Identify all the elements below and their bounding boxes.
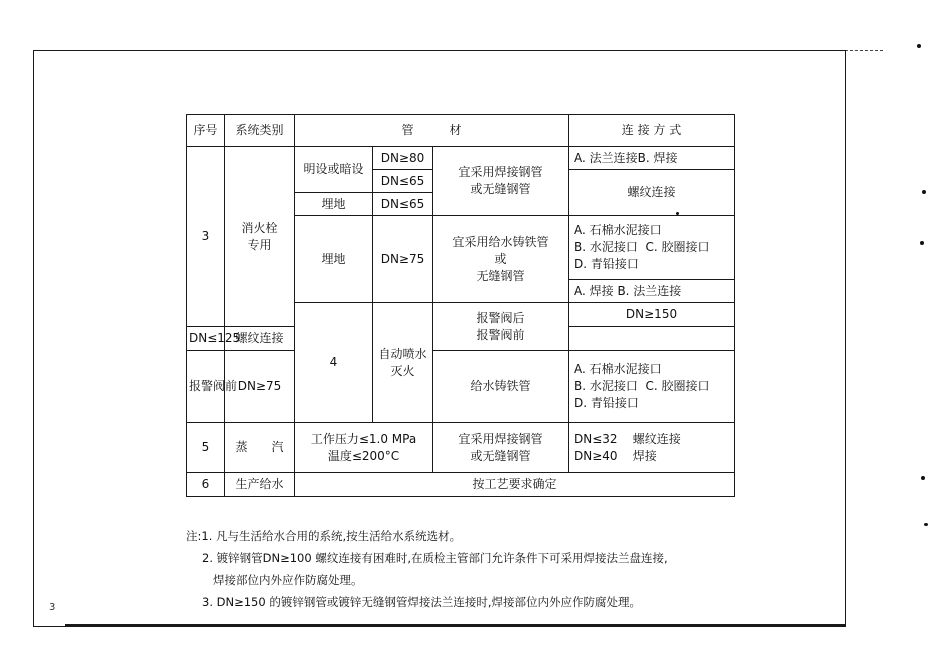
page-number: 3	[49, 602, 56, 613]
bottom-border-line	[65, 624, 846, 626]
pipe-material-table	[186, 114, 735, 497]
header-system-type: 系统类别	[225, 115, 295, 147]
row5-material: 宜采用焊接钢管 或无缝钢管	[433, 423, 569, 473]
row4-connection-2: 螺纹连接	[225, 327, 295, 351]
header-material: 管 材	[295, 115, 569, 147]
scan-speck	[921, 476, 925, 480]
row5-number: 5	[187, 423, 225, 473]
row6-material: 按工艺要求确定	[295, 473, 735, 497]
row3-dn-ge80: DN≥80	[373, 147, 433, 170]
row4-category: 自动喷水 灭火	[373, 303, 433, 423]
scan-speck	[676, 212, 679, 215]
scan-speck	[924, 523, 928, 526]
row5-category: 蒸 汽	[225, 423, 295, 473]
header-connection: 连 接 方 式	[569, 115, 735, 147]
note-1: 注:1. 凡与生活给水合用的系统,按生活给水系统选材。	[186, 529, 462, 543]
scan-speck	[917, 44, 921, 48]
row5-connection: DN≤32 螺纹连接 DN≥40 焊接	[569, 423, 735, 473]
row3-category: 消火栓 专用	[225, 147, 295, 327]
row5-condition: 工作压力≤1.0 MPa 温度≤200°C	[295, 423, 433, 473]
row4-alarm-valve-after-before: 报警阀后 报警阀前	[433, 303, 569, 351]
row3-install-buried-1: 埋地	[295, 193, 373, 216]
table-row	[187, 423, 735, 473]
row3-connection-3: A. 石棉水泥接口 B. 水泥接口 C. 胶圈接口 D. 青铅接口	[569, 216, 735, 280]
row4-connection-3: A. 石棉水泥接口 B. 水泥接口 C. 胶圈接口 D. 青铅接口	[569, 351, 735, 423]
row4-dn-ge150: DN≥150	[569, 303, 735, 327]
row3-dn-ge75: DN≥75	[373, 216, 433, 303]
scan-speck	[920, 241, 924, 245]
row3-dn-le65-b: DN≤65	[373, 193, 433, 216]
table-row	[187, 351, 735, 423]
table-row	[187, 473, 735, 497]
note-2: 2. 镀锌钢管DN≥100 螺纹连接有困难时,在质检主管部门允许条件下可采用焊接法兰盘连接,	[202, 551, 668, 565]
table-row	[187, 147, 735, 170]
row3-dn-le65-a: DN≤65	[373, 170, 433, 193]
row3-material-1: 宜采用焊接钢管 或无缝钢管	[433, 147, 569, 216]
table-header-row	[187, 115, 735, 147]
row4-dn-le125: DN≤125	[187, 327, 225, 351]
row4-number: 4	[295, 303, 373, 423]
row3-number: 3	[187, 147, 225, 327]
scan-speck	[922, 190, 926, 194]
note-2-continued: 焊接部位内外应作防腐处理。	[213, 573, 363, 587]
row4-alarm-valve-before: 报警阀前	[187, 351, 225, 423]
table-notes	[186, 525, 806, 613]
header-number: 序号	[187, 115, 225, 147]
note-3: 3. DN≥150 的镀锌钢管或镀锌无缝钢管焊接法兰连接时,焊接部位内外应作防腐处理。	[202, 595, 641, 609]
row3-material-2: 宜采用给水铸铁管 或 无缝钢管	[433, 216, 569, 303]
row6-number: 6	[187, 473, 225, 497]
row3-connection-1: A. 法兰连接B. 焊接	[569, 147, 735, 170]
row3-install-buried-2: 埋地	[295, 216, 373, 303]
row3-install-exposed: 明设或暗设	[295, 147, 373, 193]
row4-dn-ge75: DN≥75	[225, 351, 295, 423]
row6-category: 生产给水	[225, 473, 295, 497]
row3-connection-2: 螺纹连接	[569, 170, 735, 216]
row4-material-2: 给水铸铁管	[433, 351, 569, 423]
row3-connection-4: A. 焊接 B. 法兰连接	[569, 280, 735, 303]
